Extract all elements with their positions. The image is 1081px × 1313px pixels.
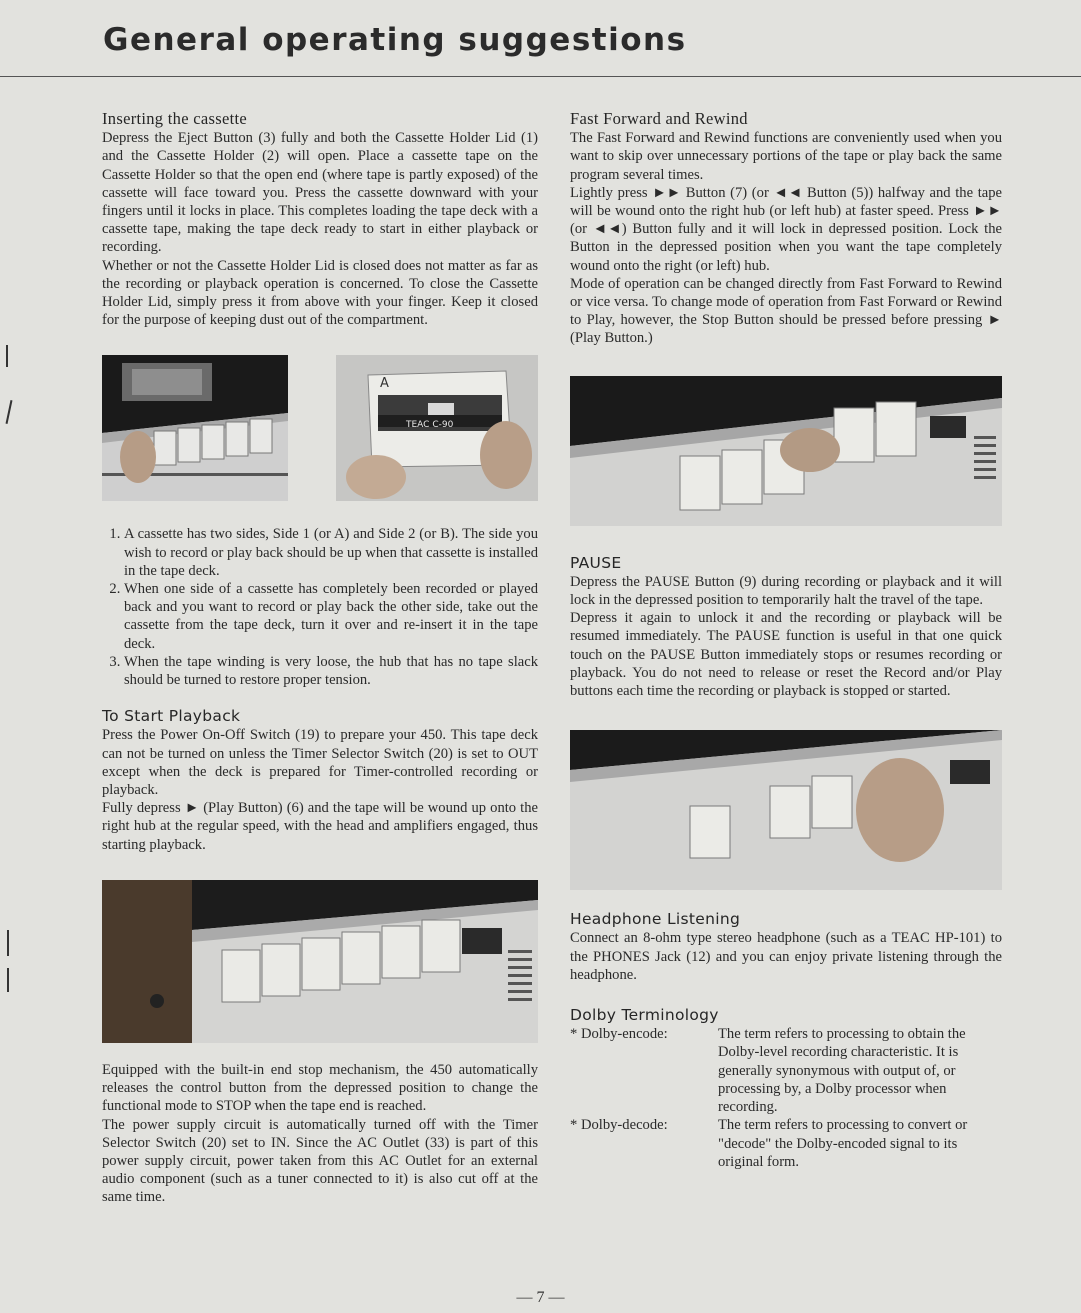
photo-play-button — [102, 880, 538, 1043]
dolby-term-decode — [570, 1116, 1002, 1171]
ffrew-paragraph-1: The Fast Forward and Rewind functions are conveniently used when you want to skip over unnecessary portions of the tape or play back the same program several times. — [570, 130, 1002, 183]
margin-mark — [7, 930, 9, 956]
headphone-paragraph: Connect an 8-ohm type stereo headphone (such as a TEAC HP-101) to the PHONES Jack (12) and you can enjoy private listening through the headphone. — [570, 930, 1002, 983]
photo-cassette-in-hand — [336, 355, 538, 501]
cassette-brand-label: TEAC C-90 — [406, 420, 454, 431]
endstop-paragraph-2: The power supply circuit is automatically turned off with the Timer Selector Switch (20) set to IN. Since the AC Outlet (33) is part of this power supply circuit, power taken from this AC Outlet for an external audio component (such as a tuner connected to it) is also cut off at the same time. — [102, 1116, 538, 1206]
term-label: * Dolby-encode: — [570, 1026, 668, 1043]
page-title: General operating suggestions — [103, 22, 687, 58]
ffrew-paragraph-3: Mode of operation can be changed directly from Fast Forward to Rewind or vice versa. To change mode of operation from Fast Forward or Rewind to Play, however, the Stop Button should be pressed before pressing ► (Play Button.) — [570, 275, 1002, 347]
playback-paragraph-1: Press the Power On-Off Switch (19) to prepare your 450. This tape deck can not be turned on unless the Timer Selector Switch (20) is set to OUT except when the deck is prepared for Timer-controlled recording or playback. — [102, 727, 538, 799]
inserting-paragraph-2: Whether or not the Cassette Holder Lid is closed does not matter as far as the recording or playback operation is concerned. To close the Cassette Holder Lid, simply press it from above with your finger. Keep it closed for the purpose of keeping dust out of the compartment. — [102, 257, 538, 329]
margin-mark — [7, 968, 9, 992]
endstop-paragraph-1: Equipped with the built-in end stop mechanism, the 450 automatically releases the control button from the depressed position to change the functional mode to STOP when the tape end is reached. — [102, 1061, 538, 1115]
pause-heading: PAUSE — [570, 553, 622, 572]
pause-paragraph-2: Depress it again to unlock it and the recording or playback will be resumed immediately. The PAUSE function is useful in that one quick touch on the PAUSE Button immediately stops or resumes recording or playback. You do not need to release or reset the Record and/or Play buttons each time the recording or playback is stopped or started. — [570, 610, 1002, 700]
playback-paragraph-2: Fully depress ► (Play Button) (6) and the tape will be wound up onto the right hub at the regular speed, with the head and amplifiers engaged, thus starting playback. — [102, 800, 538, 853]
page-number: — 7 — — [516, 1289, 565, 1306]
margin-mark — [6, 400, 13, 424]
right-column — [570, 110, 1002, 1171]
term-label: * Dolby-decode: — [570, 1117, 668, 1134]
photo-play-button-graphic — [102, 880, 538, 1043]
pause-paragraph-1: Depress the PAUSE Button (9) during recording or playback and it will lock in the depressed position to temporarily halt the travel of the tape. — [570, 573, 1002, 609]
headphone-heading: Headphone Listening — [570, 910, 741, 929]
photo-cassette-holder-graphic — [102, 355, 288, 501]
photo-pause-button — [570, 730, 1002, 890]
list-item: 1. A cassette has two sides, Side 1 (or A) and Side 2 (or B). The side you wish to record or play back should be up when that cassette is installed in the tape deck. — [124, 525, 538, 580]
inserting-notes-list — [102, 525, 538, 689]
inserting-paragraph-1: Depress the Eject Button (3) fully and both the Cassette Holder Lid (1) and the Cassette Holder (2) will open. Place a cassette tape on the Cassette Holder so that the open end (where tape is partly exposed) of the cassette will face toward you. Press the cassette downward with your fingers until it locks in place. This completes loading the tape deck with a cassette tape, making the tape deck ready to start in either playback or recording. — [102, 130, 538, 256]
title-rule — [0, 76, 1081, 77]
dolby-term-encode — [570, 1025, 1002, 1116]
photo-cassette-holder — [102, 355, 288, 501]
term-definition: The term refers to processing to obtain the Dolby-level recording characteristic. It is generally synonymous with output of, or processing by, a Dolby processor when recording. — [718, 1026, 966, 1116]
photo-fast-forward-graphic — [570, 376, 1002, 526]
ffrew-heading: Fast Forward and Rewind — [570, 109, 748, 128]
inserting-photos — [102, 355, 538, 501]
inserting-heading: Inserting the cassette — [102, 109, 247, 128]
dolby-heading: Dolby Terminology — [570, 1006, 719, 1025]
list-item: 3. When the tape winding is very loose, the hub that has no tape slack should be turned to restore proper tension. — [124, 653, 538, 689]
cassette-side-label: A — [380, 376, 389, 392]
term-definition: The term refers to processing to convert or "decode" the Dolby-encoded signal to its original form. — [718, 1117, 968, 1170]
ffrew-paragraph-2: Lightly press ►► Button (7) (or ◄◄ Button (5)) halfway and the tape will be wound onto the right hub (or left hub) at faster speed. Press ►► (or ◄◄) Button fully and it will lock in depressed position. Lock the Button in the depressed position when you want the tape completely wound onto the right (or left) hub. — [570, 184, 1002, 274]
margin-mark — [6, 345, 8, 367]
playback-heading: To Start Playback — [102, 707, 241, 726]
left-column — [102, 110, 538, 1207]
photo-fast-forward — [570, 376, 1002, 526]
list-item: 2. When one side of a cassette has completely been recorded or played back and you want to record or play back the other side, take out the cassette from the tape deck, turn it over and re-insert it in the tape deck. — [124, 580, 538, 653]
photo-pause-button-graphic — [570, 730, 1002, 890]
